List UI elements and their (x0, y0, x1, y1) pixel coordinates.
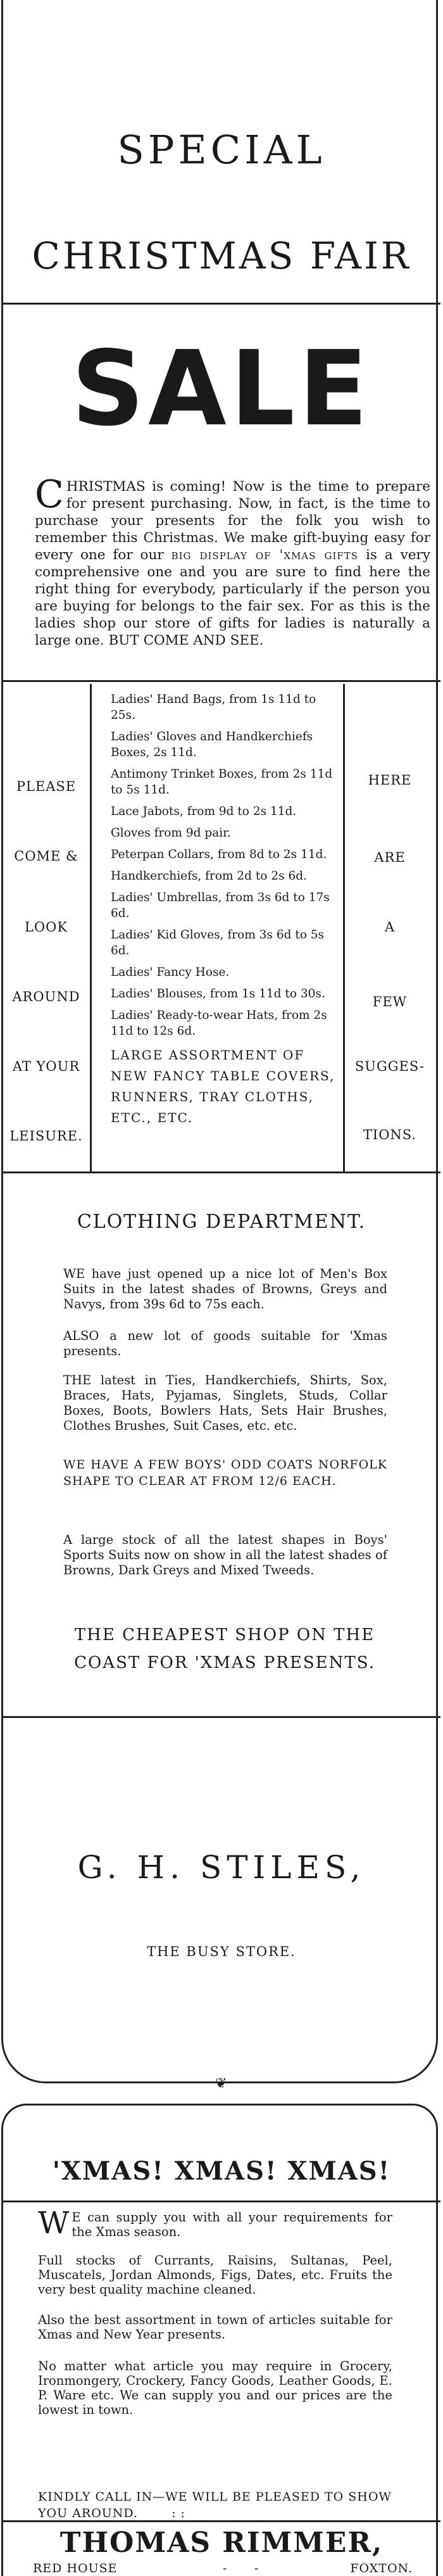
heading-special: SPECIAL (117, 127, 326, 173)
divider (3, 680, 440, 682)
left-word: LOOK (24, 919, 68, 935)
intro-close: BUT COME AND SEE. (108, 633, 264, 648)
clothing-paragraph: THE latest in Ties, Handkerchiefs, Shirts, Sox, Braces, Hats, Pyjamas, Singlets, Studs, Collar Boxes, Boots, Bowlers Hats, Sets Hair Brushes, Clothes Brushes, Suit Cases, etc. etc. (63, 1373, 387, 1433)
list-item: Antimony Trinket Boxes, from 2s 11d to 5s 11d. (111, 767, 333, 797)
list-item-feature: LARGE ASSORTMENT OF NEW FANCY TABLE COVERS, RUNNERS, TRAY CLOTHS, ETC., ETC. (111, 1047, 335, 1125)
list-item: Lace Jabots, from 9d to 2s 11d. (111, 805, 297, 818)
clothing-paragraph: ALSO a new lot of goods suitable for 'Xmas presents. (63, 1329, 387, 1358)
right-word: HERE (368, 773, 412, 788)
list-item: Ladies' Hand Bags, from 1s 11d to 25s. (111, 693, 316, 722)
list-item: Ladies' Fancy Hose. (111, 966, 230, 979)
clothing-paragraph: WE have just opened up a nice lot of Men's Box Suits in the latest shades of Browns, Greys and Navys, from 39s 6d to 75s each. (63, 1266, 387, 1311)
list-item: Ladies' Kid Gloves, from 3s 6d to 5s 6d. (111, 928, 325, 957)
proprietor-name: G. H. STILES, (77, 1849, 366, 1886)
clothing-paragraph: A large stock of all the latest shapes in Boys' Sports Suits now on show in all the latest shades of Browns, Dark Greys and Mixed Tweeds. (63, 1532, 387, 1577)
ad2-paragraph: No matter what article you may require in Grocery, Ironmongery, Crockery, Fancy Goods, Leather Goods, E. P. Ware etc. We can supply you and our prices are the lowest in town. (38, 2359, 392, 2417)
list-item: Peterpan Collars, from 8d to 2s 11d. (111, 848, 327, 861)
list-item: Handkerchiefs, from 2d to 2s 6d. (111, 869, 308, 883)
divider (3, 2200, 440, 2202)
newspaper-page: SPECIAL CHRISTMAS FAIR SALE C HRISTMAS is coming! Now is the time to prepare for present purchasing. Now, in fact, is the time to purchase your presents for the folk you wish to remember this Christmas. We make gift-buying easy for every one for our big display of 'xmas gifts is a very comprehensive one and you are sure to find here the right thing for everybody, particularly if the person you are buying for belongs to the fair sex. For as this is the ladies shop our store of gifts for ladies is naturally a large one. BUT COME AND SEE. PLEASE COME & LOOK AROUND AT YOUR LEISURE. Ladies' Hand Bags, from 1s 11d to 25s. Ladies' Gloves and Handkerchiefs Boxes, 2s 11d. Antimony Trinket Boxes, from 2s 11d to 5s 11d. Lace Jabots, from 9d to 2s 11d. Gloves from 9d pair. Peterpan Collars, from 8d to 2s 11d. Handkerchiefs, from 2d to 2s 6d. Ladies' Umbrellas, from 3s 6d to 17s 6d. Ladies' Kid Gloves, from 3s 6d to 5s 6d. Ladies' Fancy Hose. Ladies' Blouses, from 1s 11d to 30s. Ladies' Ready-to-wear Hats, from 2s 11d to 12s 6d. LARGE ASSORTMENT OF NEW FANCY TABLE COVERS, RUNNERS, TRAY CLOTHS, ETC., ETC. HERE ARE A FEW SUGGES- TIONS. CLOTHING DEPARTMENT. WE have just opened up a nice lot of Men's Box Suits in the latest shades of Browns, Greys and Navys, from 39s 6d to 75s each. ALSO a new lot of goods suitable for 'Xmas presents. THE latest in Ties, Handkerchiefs, Shirts, Sox, Braces, Hats, Pyjamas, Singlets, Studs, Collar Boxes, Boots, Bowlers Hats, Sets Hair Brushes, Clothes Brushes, Suit Cases, etc. etc. WE HAVE A FEW BOYS' ODD COATS NORFOLK SHAPE TO CLEAR AT FROM 12/6 EACH. A large stock of all the latest shapes in Boys' Sports Suits now on show in all the latest shades of Browns, Dark Greys and Mixed Tweeds. THE CHEAPEST SHOP ON THE COAST FOR 'XMAS PRESENTS. G. H. STILES, THE BUSY STORE. ❦ 'XMAS! XMAS! XMAS! W E can supply you with all your requirements for the Xmas season. Full stocks of Currants, Raisins, Sultanas, Peel, Muscatels, Jordan Almonds, Figs, Dates, etc. Fruits the very best quality machine cleaned. Also the best assortment in town of articles suitable for Xmas and New Year presents. No matter what article you may require in Grocery, Ironmongery, Crockery, Fancy Goods, Leather Goods, E. P. Ware etc. We can supply you and our prices are the lowest in town. KINDLY CALL IN—WE WILL BE PLEASED TO SHOW YOU AROUND. : : THOMAS RIMMER, RED HOUSE - - FOXTON. (0, 0, 443, 2576)
list-item: Ladies' Gloves and Handkerchiefs Boxes, 2s 11d. (111, 730, 313, 759)
divider (3, 1716, 440, 1718)
list-item: Gloves from 9d pair. (111, 826, 231, 840)
suggestions-section (3, 684, 440, 1171)
list-item: Ladies' Umbrellas, from 3s 6d to 17s 6d. (111, 891, 330, 920)
cheapest-slogan: THE CHEAPEST SHOP ON THE COAST FOR 'XMAS PRESENTS. (74, 1626, 375, 1672)
left-word: LEISURE. (9, 1128, 83, 1144)
right-word: A (384, 919, 396, 935)
right-word: ARE (374, 850, 406, 865)
left-word: PLEASE (16, 779, 77, 794)
clothing-paragraph: WE HAVE A FEW BOYS' ODD COATS NORFOLK SHAPE TO CLEAR AT FROM 12/6 EACH. (63, 1458, 387, 1488)
list-item: Ladies' Blouses, from 1s 11d to 30s. (111, 987, 325, 1001)
left-column (3, 684, 92, 1171)
item-list (92, 684, 343, 1171)
ad2-paragraph: W E can supply you with all your requirements for the Xmas season. (38, 2206, 392, 2241)
drop-cap: C (35, 472, 64, 517)
ad2-paragraph: Full stocks of Currants, Raisins, Sultanas, Peel, Muscatels, Jordan Almonds, Figs, Dates, etc. Fruits the very best quality machine cleaned. (38, 2253, 392, 2297)
heading-christmas-fair: CHRISTMAS FAIR (32, 234, 411, 277)
right-word: SUGGES- (354, 1059, 425, 1074)
divider (3, 303, 440, 305)
right-word: TIONS. (363, 1127, 417, 1142)
divider (3, 1171, 440, 1173)
list-item: Ladies' Ready-to-wear Hats, from 2s 11d to 12s 6d. (111, 1009, 327, 1038)
call-in-notice: KINDLY CALL IN—WE WILL BE PLEASED TO SHOW YOU AROUND. : : (38, 2490, 392, 2520)
ad2-paragraph: Also the best assortment in town of articles suitable for Xmas and New Year presents. (38, 2313, 392, 2342)
drop-cap: W (38, 2206, 70, 2241)
right-column (343, 684, 435, 1171)
divider (3, 2520, 440, 2522)
heading-xmas: 'XMAS! XMAS! XMAS! (52, 2156, 391, 2186)
right-word: FEW (372, 994, 408, 1009)
intro-paragraph: C HRISTMAS is coming! Now is the time to prepare for present purchasing. Now, in fact, is the time to purchase your presents for the folk you wish to remember this Christmas. We make gift-buying easy for every one for our big display of 'xmas gifts is a very comprehensive one and you are sure to find here the right thing for everybody, particularly if the person you are buying for belongs to the fair sex. For as this is the ladies shop our store of gifts for ladies is naturally a large one. BUT COME AND SEE. (35, 472, 430, 648)
store-tagline: THE BUSY STORE. (147, 1944, 296, 1959)
proprietor-name: THOMAS RIMMER, (59, 2527, 384, 2559)
heading-sale: SALE (71, 328, 372, 449)
left-word: AROUND (12, 989, 80, 1004)
ornament-icon: ❦ (215, 2076, 227, 2092)
left-word: COME & (14, 849, 78, 864)
clothing-heading: CLOTHING DEPARTMENT. (77, 1211, 366, 1233)
left-word: AT YOUR (12, 1059, 80, 1074)
